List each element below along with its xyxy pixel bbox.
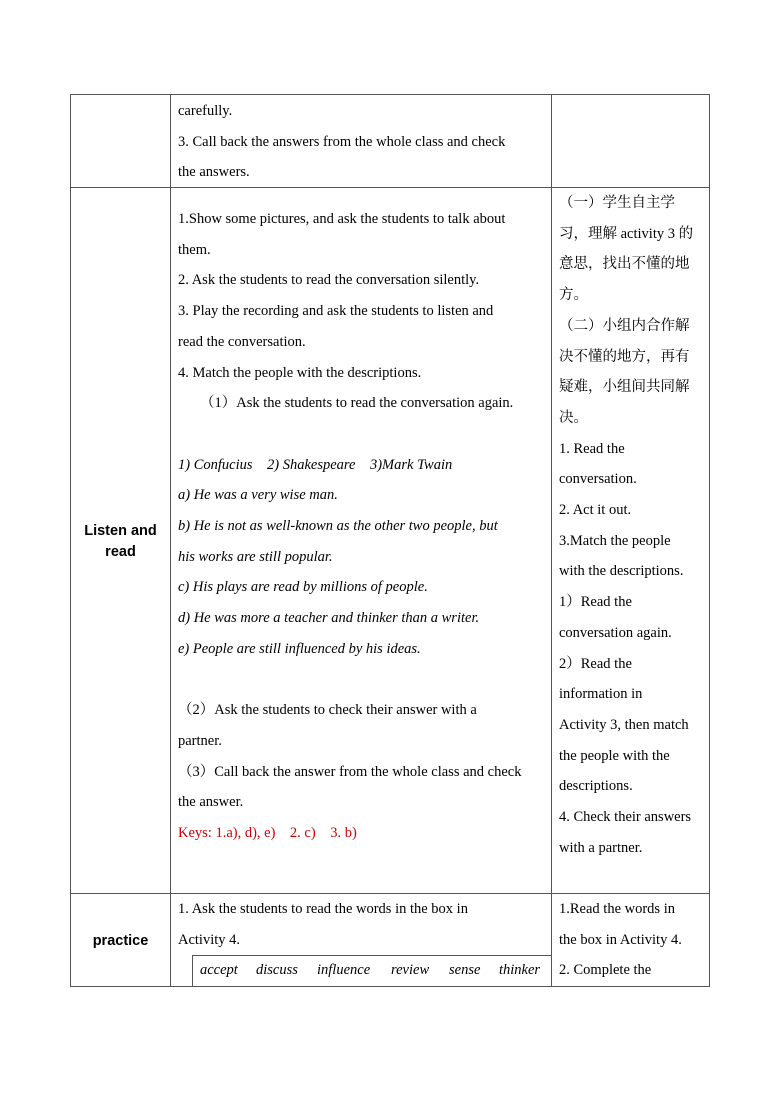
text-line: carefully. xyxy=(178,103,233,119)
text-line: Activity 4. xyxy=(178,931,241,948)
description-b: b) He is not as well-known as the other two people, but xyxy=(178,518,498,535)
text-line: 习，理解 activity 3 的 xyxy=(559,225,694,242)
text-line: 2. Ask the students to read the conversation silently. xyxy=(178,272,480,289)
text-line: 疑难，小组间共同解 xyxy=(559,379,690,396)
text-line: the answer. xyxy=(178,794,244,811)
text-line: 1.Show some pictures, and ask the students to talk about xyxy=(178,211,506,227)
text-line: （一）学生自主学 xyxy=(559,195,675,211)
people-list: 1) Confucius 2) Shakespeare 3)Mark Twain xyxy=(178,456,453,473)
practice-label: practice xyxy=(92,933,149,949)
practice-student-cell xyxy=(559,894,709,986)
description-d: d) He was more a teacher and thinker than a writer. xyxy=(178,610,480,627)
text-line: 3.Match the people xyxy=(559,532,671,549)
listen-read-student-cell xyxy=(559,188,709,863)
word: accept xyxy=(200,962,238,978)
text-line: descriptions. xyxy=(559,778,633,795)
text-line: 4. Match the people with the descriptions. xyxy=(178,364,422,381)
text-line: 1）Read the xyxy=(559,594,632,611)
text-line: 2）Read the xyxy=(559,655,632,672)
text-line: （3）Call back the answer from the whole class and check xyxy=(178,763,522,780)
answer-keys: Keys: 1.a), d), e) 2. c) 3. b) xyxy=(178,825,357,842)
word-box xyxy=(192,955,552,987)
description-b-cont: his works are still popular. xyxy=(178,548,333,565)
text-line: 1.Read the words in xyxy=(559,901,675,917)
label-line: read xyxy=(105,544,136,560)
text-line: 2. Act it out. xyxy=(559,502,632,519)
text-line: 2. Complete the xyxy=(559,962,652,979)
text-line: 意思，找出不懂的地 xyxy=(559,256,690,273)
text-line: （二）小组内合作解 xyxy=(559,317,690,334)
text-line: 3. Play the recording and ask the students to listen and xyxy=(178,303,494,320)
row1-teacher-cell xyxy=(178,96,548,188)
listen-read-teacher-cell xyxy=(178,204,550,849)
text-line: partner. xyxy=(178,732,222,749)
text-line: （2）Ask the students to check their answer with a xyxy=(178,702,477,719)
text-line: them. xyxy=(178,241,211,258)
text-line: 3. Call back the answers from the whole class and check xyxy=(178,133,506,150)
text-line: information in xyxy=(559,686,643,703)
listen-read-label xyxy=(71,521,170,563)
label-line: Listen and xyxy=(84,523,157,539)
word: review xyxy=(391,962,430,978)
text-line: conversation again. xyxy=(559,624,672,641)
text-line: conversation. xyxy=(559,471,637,488)
text-line: 1. Ask the students to read the words in the box in xyxy=(178,901,468,917)
column-divider xyxy=(551,94,552,987)
text-line: read the conversation. xyxy=(178,333,306,350)
blank-line xyxy=(178,419,550,450)
text-line: 1. Read the xyxy=(559,440,625,457)
description-a: a) He was a very wise man. xyxy=(178,487,338,504)
text-line: 方。 xyxy=(559,287,588,304)
word: influence xyxy=(317,962,371,978)
description-c: c) His plays are read by millions of people. xyxy=(178,579,428,596)
description-e: e) People are still influenced by his ideas. xyxy=(178,640,421,657)
text-line: 决。 xyxy=(559,409,588,426)
practice-teacher-cell xyxy=(178,894,550,955)
blank-line xyxy=(178,665,550,696)
text-line: （1）Ask the students to read the conversation again. xyxy=(200,395,514,412)
text-line: with the descriptions. xyxy=(559,563,684,580)
column-divider xyxy=(170,94,171,987)
text-line: the answers. xyxy=(178,164,250,181)
text-line: Activity 3, then match xyxy=(559,716,689,733)
word: sense xyxy=(449,962,481,978)
text-line: 4. Check their answers xyxy=(559,809,692,826)
text-line: with a partner. xyxy=(559,839,643,856)
word: discuss xyxy=(256,962,298,978)
text-line: 决不懂的地方，再有 xyxy=(559,348,690,365)
word: thinker xyxy=(499,962,541,978)
text-line: the people with the xyxy=(559,747,670,764)
text-line: the box in Activity 4. xyxy=(559,931,682,948)
